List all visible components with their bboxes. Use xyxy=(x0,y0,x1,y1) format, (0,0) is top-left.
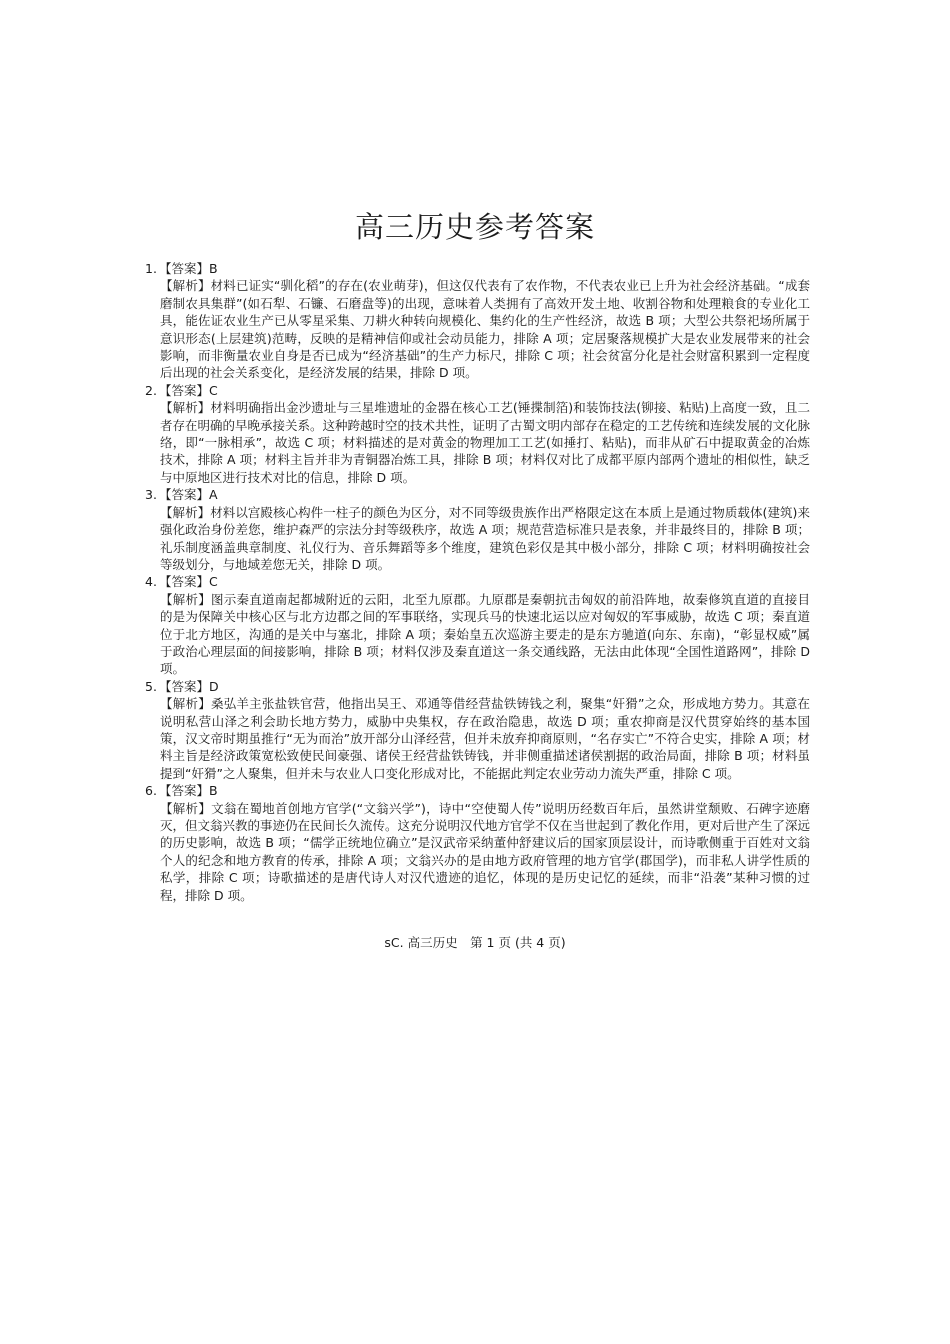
analysis-paragraph xyxy=(160,800,810,904)
item-number: 4. xyxy=(145,574,157,590)
answer-line xyxy=(145,260,810,277)
answer-line xyxy=(145,382,810,399)
answer-item-1 xyxy=(145,260,810,382)
analysis-paragraph xyxy=(160,399,810,486)
answer-item-4 xyxy=(145,573,810,677)
item-number: 5. xyxy=(145,678,157,694)
analysis-text: 桑弘羊主张盐铁官营，他指出吴王、邓通等借经营盐铁铸钱之利，聚集“奸猾”之众，形成地方势力。其意在说明私营山泽之利会助长地方势力，威胁中央集权，存在政治隐患，故选 D 项；重农抑商是汉代贯穿始终的基本国策，汉文帝时期虽推行“无为而治”放开部分山泽经营，但并未放弃抑商原则，“名存实亡”不符合史实，排除 A 项；材料主旨是经济政策宽松致使民间豪强、诸侯王经营盐铁铸钱，并非侧重描述诸侯割据的政治局面，排除 B 项；材料虽提到“奸猾”之人聚集，但并未与农业人口变化形成对比，不能据此判定农业劳动力流失严重，排除 C 项。 xyxy=(160,696,810,781)
item-number: 3. xyxy=(145,487,157,503)
answer-value: B xyxy=(209,261,218,276)
page-title: 高三历史参考答案 xyxy=(354,210,595,244)
analysis-text: 图示秦直道南起都城附近的云阳，北至九原郡。九原郡是秦朝抗击匈奴的前沿阵地，故秦修筑直道的直接目的是为保障关中核心区与北方边郡之间的军事联络，实现兵马的快速北运以应对匈奴的军事威胁，故选 C 项；秦直道位于北方地区，沟通的是关中与塞北，排除 A 项；秦始皇五次巡游主要走的是东方驰道(向东、东南)，“彰显权威”属于政治心理层面的间接影响，排除 B 项；材料仅涉及秦直道这一条交通线路，无法由此体现“全国性道路网”，排除 D 项。 xyxy=(160,591,810,677)
answer-value: C xyxy=(209,574,218,590)
analysis-label: 【解析】 xyxy=(160,591,211,607)
answer-line xyxy=(145,486,810,503)
answer-value: A xyxy=(209,487,218,503)
answer-label: 【答案】 xyxy=(159,574,210,590)
answer-value: B xyxy=(209,783,218,799)
analysis-label: 【解析】 xyxy=(160,504,211,520)
analysis-paragraph xyxy=(160,504,810,574)
analysis-label: 【解析】 xyxy=(160,400,211,416)
answer-value: D xyxy=(209,678,219,694)
analysis-text: 文翁在蜀地首创地方官学(“文翁兴学”)，诗中“空使蜀人传”说明历经数百年后，虽然讲堂颓败、石碑字迹磨灭，但文翁兴教的事迹仍在民间长久流传。这充分说明汉代地方官学不仅在当世起到了教化作用，更对后世产生了深远的历史影响，故选 B 项；“儒学正统地位确立”是汉武帝采纳董仲舒建议后的国家顶层设计，而诗歌侧重于百姓对文翁个人的纪念和地方教育的传承，排除 A 项；文翁兴办的是由地方政府管理的地方官学(郡国学)，而非私人讲学性质的私学，排除 C 项；诗歌描述的是唐代诗人对汉代遗迹的追忆，体现的是历史记忆的延续，而非“沿袭”某种习惯的过程，排除 D 项。 xyxy=(160,800,811,903)
item-number: 1. xyxy=(145,261,157,276)
answer-line xyxy=(145,678,810,695)
analysis-text: 材料明确指出金沙遗址与三星堆遗址的金器在核心工艺(锤揲制箔)和装饰技法(铆接、粘贴)上高度一致，且二者存在明确的早晚承接关系。这种跨越时空的技术共性，证明了古蜀文明内部存在稳定的工艺传统和连续发展的文化脉络，即“一脉相承”，故选 C 项；材料描述的是对黄金的物理加工工艺(如捶打、粘贴)，而非从矿石中提取黄金的冶炼技术，排除 A 项；材料主旨并非为青铜器冶炼工具，排除 B 项；材料仅对比了成都平原内部两个遗址的相似性，缺乏与中原地区进行技术对比的信息，排除 D 项。 xyxy=(160,400,811,485)
analysis-text: 材料已证实“驯化稻”的存在(农业萌芽)，但这仅代表有了农作物，不代表农业已上升为社会经济基础。“成套磨制农具集群”(如石犁、石镰、石磨盘等)的出现，意味着人类拥有了高效开发土地、收割谷物和处理粮食的专业化工具，能佐证农业生产已从零星采集、刀耕火种转向规模化、集约化的生产性经济，故选 B 项；大型公共祭祀场所属于意识形态(上层建筑)范畴，反映的是精神信仰或社会动员能力，排除 A 项；定居聚落规模扩大是农业发展带来的社会影响，而非衡量农业自身是否已成为“经济基础”的生产力标尺，排除 C 项；社会贫富分化是社会财富积累到一定程度后出现的社会关系变化，是经济发展的结果，排除 D 项。 xyxy=(160,278,810,381)
answer-label: 【答案】 xyxy=(159,783,210,799)
answer-item-3 xyxy=(145,486,810,573)
answer-item-6 xyxy=(145,782,810,904)
analysis-paragraph xyxy=(160,695,810,782)
analysis-label: 【解析】 xyxy=(160,696,211,712)
item-number: 6. xyxy=(145,783,157,799)
analysis-paragraph xyxy=(160,277,810,381)
answer-list xyxy=(145,260,810,904)
analysis-paragraph xyxy=(160,591,810,678)
answer-line xyxy=(145,782,810,799)
page-footer: sC. 高三历史 第 1 页 (共 4 页) xyxy=(384,935,566,950)
answer-label: 【答案】 xyxy=(159,678,210,694)
answer-label: 【答案】 xyxy=(159,261,210,276)
answer-value: C xyxy=(209,382,218,398)
answer-line xyxy=(145,573,810,590)
analysis-label: 【解析】 xyxy=(160,278,211,294)
answer-item-2 xyxy=(145,382,810,486)
analysis-label: 【解析】 xyxy=(160,800,212,816)
answer-label: 【答案】 xyxy=(159,382,210,398)
answer-label: 【答案】 xyxy=(159,487,210,503)
answer-item-5 xyxy=(145,678,810,782)
item-number: 2. xyxy=(145,382,157,398)
analysis-text: 材料以宫殿核心构件一柱子的颜色为区分，对不同等级贵族作出严格限定这在本质上是通过物质载体(建筑)来强化政治身份差您，维护森严的宗法分封等级秩序，故选 A 项；规范营造标准只是表象，并非最终目的，排除 B 项；礼乐制度涵盖典章制度、礼仪行为、音乐舞蹈等多个维度，建筑色彩仅是其中极小部分，排除 C 项；材料明确按社会等级划分，与地域差您无关，排除 D 项。 xyxy=(160,504,810,572)
